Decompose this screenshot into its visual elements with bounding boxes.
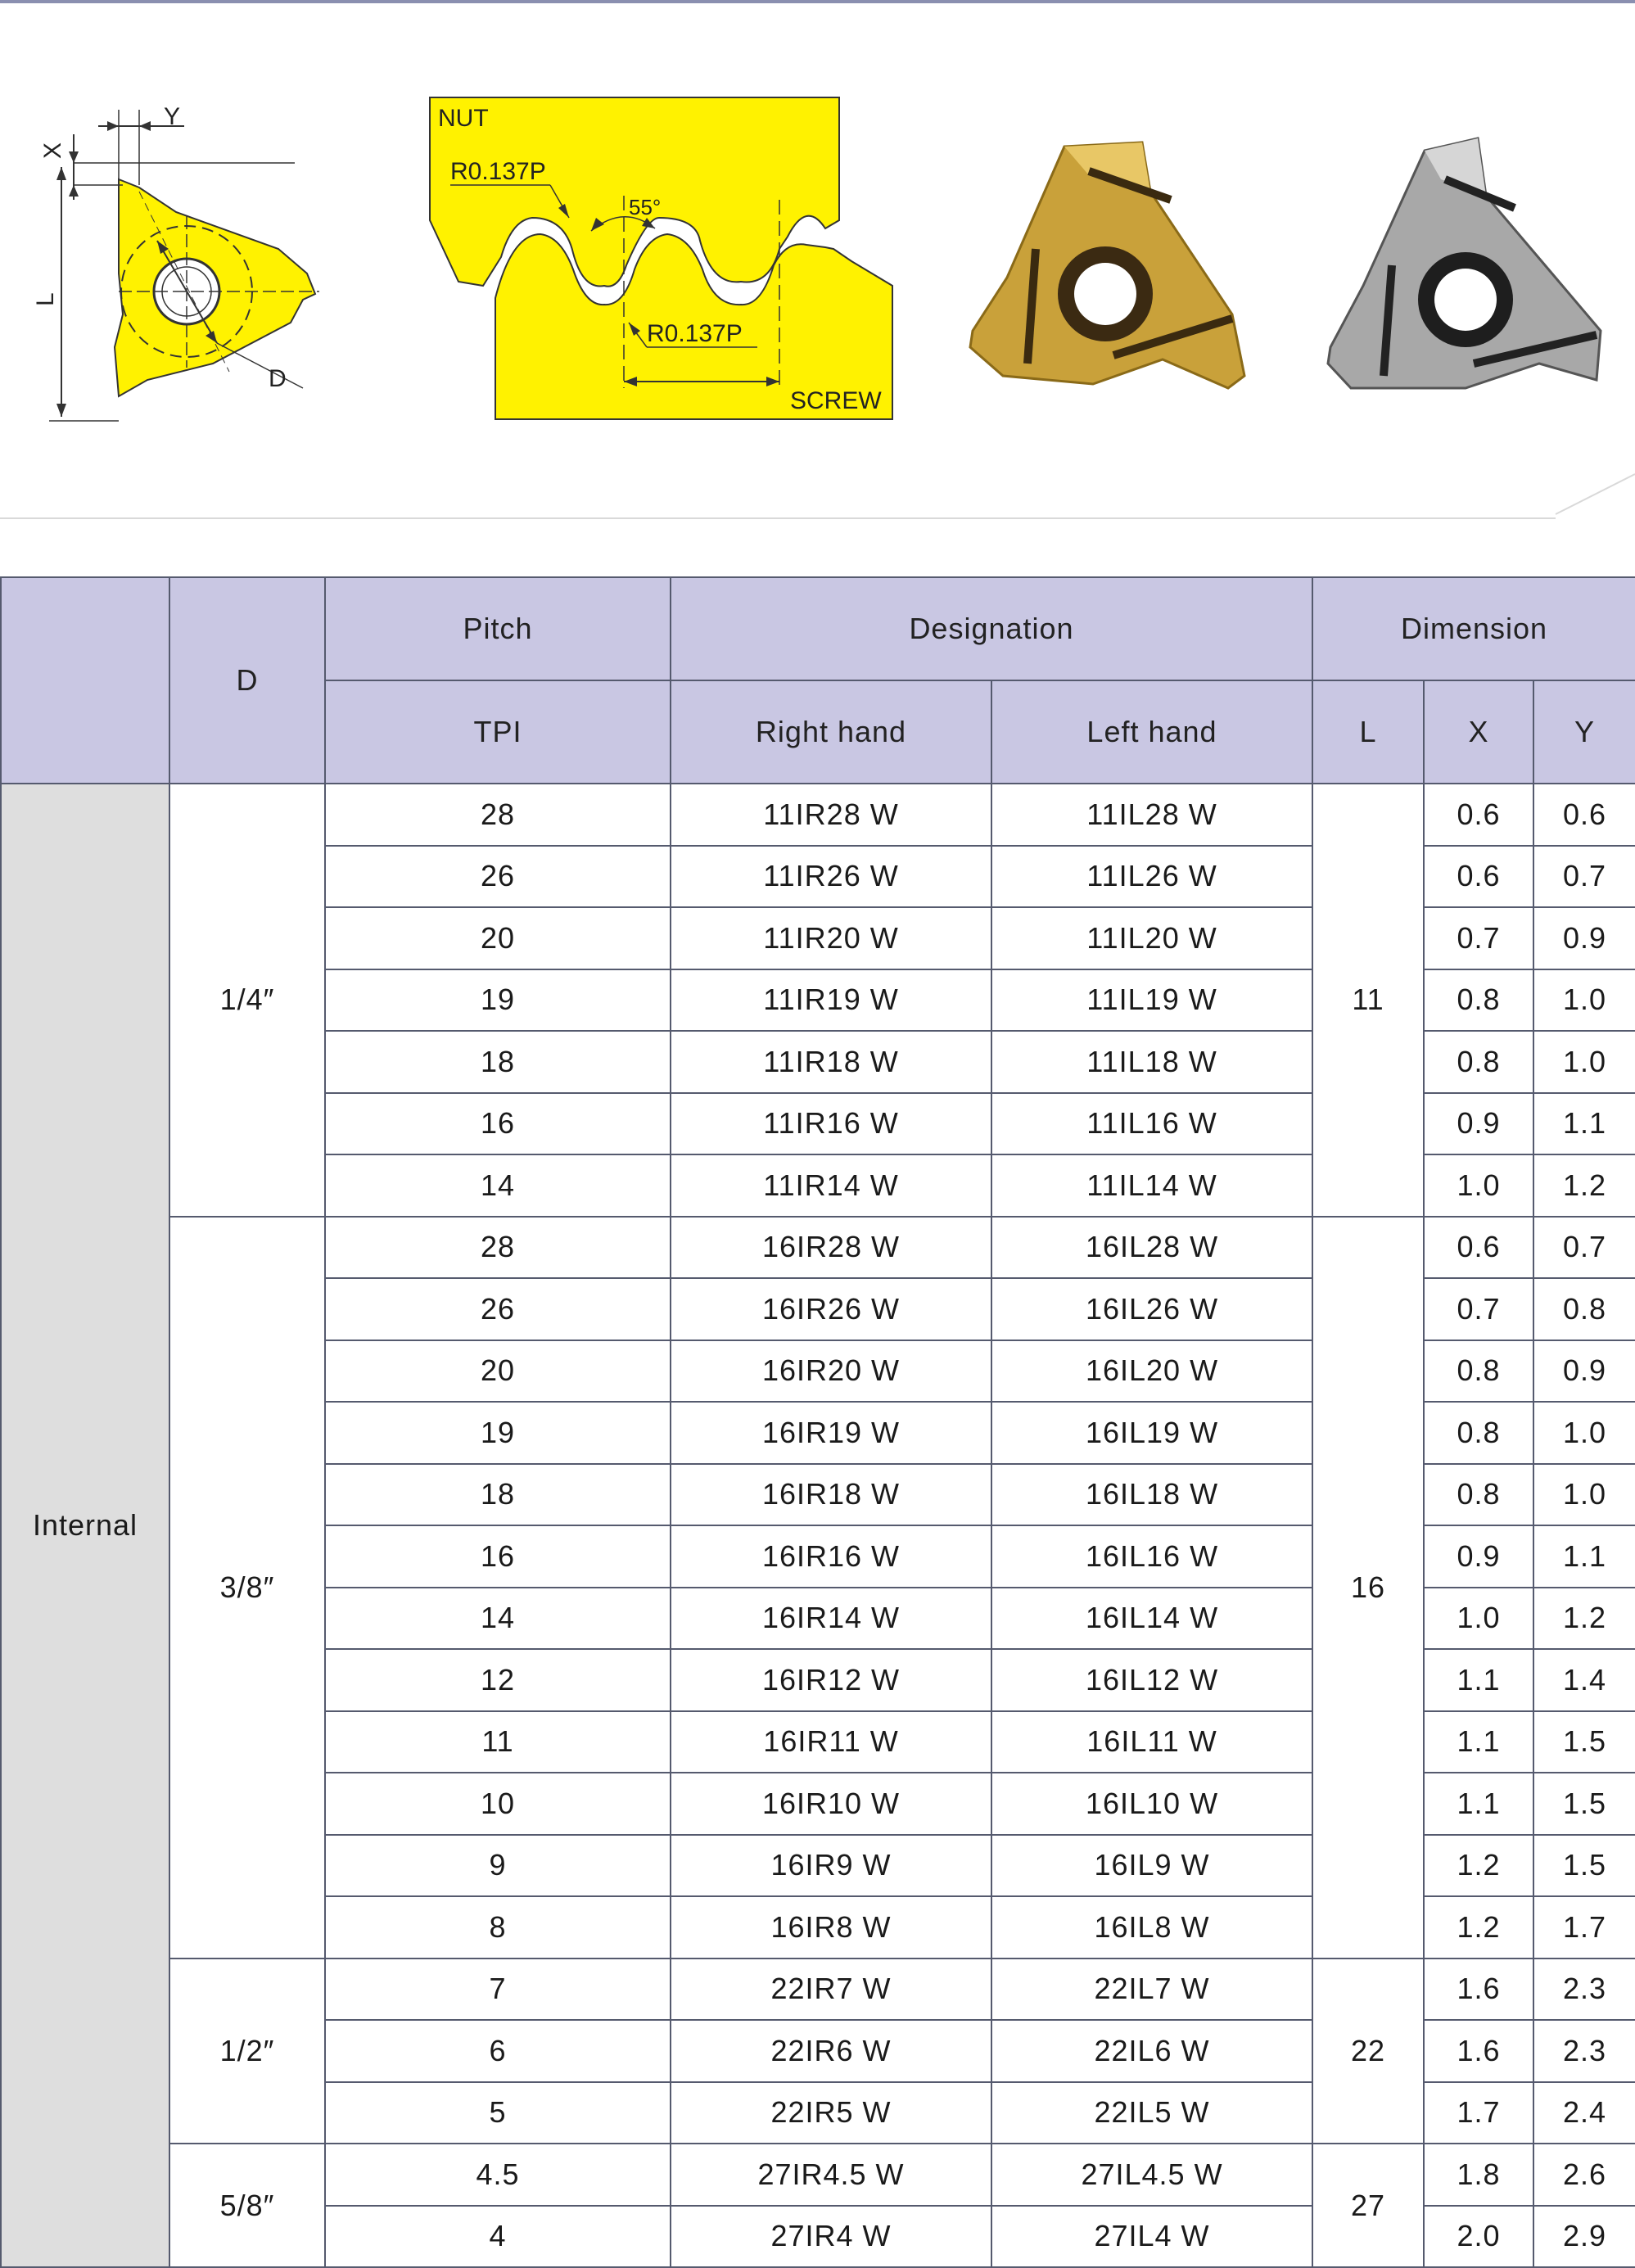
- label-d: D: [269, 365, 287, 392]
- x-cell: 0.7: [1424, 1278, 1533, 1340]
- insert-diagram: [32, 103, 319, 421]
- tpi-header: TPI: [325, 680, 671, 784]
- right-hand-cell: 16IR11 W: [671, 1711, 991, 1773]
- left-hand-cell: 27IL4 W: [991, 2206, 1312, 2268]
- left-hand-cell: 11IL18 W: [991, 1031, 1312, 1093]
- x-cell: 1.1: [1424, 1649, 1533, 1711]
- left-hand-cell: 11IL28 W: [991, 784, 1312, 846]
- tpi-cell: 14: [325, 1154, 671, 1217]
- tpi-cell: 19: [325, 969, 671, 1032]
- type-cell: Internal: [1, 784, 169, 2267]
- left-hand-cell: 11IL26 W: [991, 846, 1312, 908]
- label-y: Y: [164, 103, 181, 130]
- y-cell: 2.3: [1533, 2020, 1635, 2082]
- right-hand-cell: 16IR18 W: [671, 1464, 991, 1526]
- screw-label: SCREW: [790, 387, 882, 414]
- y-cell: 0.7: [1533, 1217, 1635, 1279]
- right-hand-cell: 11IR26 W: [671, 846, 991, 908]
- d-header: D: [169, 577, 325, 784]
- right-hand-cell: 16IR20 W: [671, 1340, 991, 1403]
- left-hand-cell: 22IL6 W: [991, 2020, 1312, 2082]
- right-hand-cell: 22IR7 W: [671, 1959, 991, 2021]
- diameter-cell: 1/2″: [169, 1959, 325, 2144]
- y-cell: 0.6: [1533, 784, 1635, 846]
- tpi-cell: 8: [325, 1896, 671, 1959]
- right-hand-cell: 16IR8 W: [671, 1896, 991, 1959]
- left-hand-cell: 11IL20 W: [991, 907, 1312, 969]
- right-hand-cell: 16IR12 W: [671, 1649, 991, 1711]
- right-hand-cell: 11IR18 W: [671, 1031, 991, 1093]
- left-hand-cell: 11IL16 W: [991, 1093, 1312, 1155]
- tpi-cell: 7: [325, 1959, 671, 2021]
- x-cell: 2.0: [1424, 2206, 1533, 2268]
- angle-label: 55°: [629, 195, 662, 219]
- left-hand-cell: 11IL19 W: [991, 969, 1312, 1032]
- right-hand-cell: 22IR6 W: [671, 2020, 991, 2082]
- tpi-cell: 12: [325, 1649, 671, 1711]
- spec-table: [0, 576, 1635, 2268]
- right-hand-cell: 11IR16 W: [671, 1093, 991, 1155]
- x-cell: 0.9: [1424, 1525, 1533, 1588]
- tpi-cell: 20: [325, 1340, 671, 1403]
- left-hand-cell: 16IL16 W: [991, 1525, 1312, 1588]
- y-cell: 1.4: [1533, 1649, 1635, 1711]
- tpi-cell: 20: [325, 907, 671, 969]
- diameter-cell: 5/8″: [169, 2144, 325, 2267]
- y-header: Y: [1533, 680, 1635, 784]
- left-hand-cell: 27IL4.5 W: [991, 2144, 1312, 2206]
- tpi-cell: 11: [325, 1711, 671, 1773]
- y-cell: 1.5: [1533, 1773, 1635, 1835]
- figures-svg: [0, 3, 1635, 527]
- tpi-cell: 16: [325, 1525, 671, 1588]
- left-hand-cell: 16IL8 W: [991, 1896, 1312, 1959]
- x-header: X: [1424, 680, 1533, 784]
- y-cell: 2.3: [1533, 1959, 1635, 2021]
- l-cell: 22: [1312, 1959, 1424, 2144]
- designation-header: Designation: [671, 577, 1312, 680]
- x-cell: 0.8: [1424, 969, 1533, 1032]
- y-cell: 1.2: [1533, 1588, 1635, 1650]
- y-cell: 1.0: [1533, 969, 1635, 1032]
- x-cell: 1.0: [1424, 1588, 1533, 1650]
- right-hand-cell: 27IR4.5 W: [671, 2144, 991, 2206]
- right-hand-cell: 11IR28 W: [671, 784, 991, 846]
- left-hand-cell: 16IL26 W: [991, 1278, 1312, 1340]
- band-divider: [0, 517, 1556, 519]
- left-hand-header: Left hand: [991, 680, 1312, 784]
- left-hand-cell: 16IL20 W: [991, 1340, 1312, 1403]
- tpi-cell: 28: [325, 784, 671, 846]
- x-cell: 0.6: [1424, 846, 1533, 908]
- x-cell: 0.8: [1424, 1340, 1533, 1403]
- y-cell: 0.8: [1533, 1278, 1635, 1340]
- x-cell: 0.7: [1424, 907, 1533, 969]
- x-cell: 1.0: [1424, 1154, 1533, 1217]
- right-hand-header: Right hand: [671, 680, 991, 784]
- left-hand-cell: 16IL14 W: [991, 1588, 1312, 1650]
- tpi-cell: 26: [325, 1278, 671, 1340]
- tpi-cell: 4: [325, 2206, 671, 2268]
- radius-top-label: R0.137P: [450, 158, 546, 185]
- l-cell: 11: [1312, 784, 1424, 1217]
- x-cell: 1.2: [1424, 1835, 1533, 1897]
- right-hand-cell: 11IR14 W: [671, 1154, 991, 1217]
- left-hand-cell: 16IL28 W: [991, 1217, 1312, 1279]
- left-hand-cell: 16IL18 W: [991, 1464, 1312, 1526]
- spec-table-body: [1, 784, 1635, 2267]
- y-cell: 1.1: [1533, 1525, 1635, 1588]
- left-hand-cell: 16IL12 W: [991, 1649, 1312, 1711]
- x-cell: 1.1: [1424, 1711, 1533, 1773]
- table-row: [1, 1959, 1635, 2021]
- nut-label: NUT: [438, 105, 489, 132]
- y-cell: 1.0: [1533, 1464, 1635, 1526]
- tpi-cell: 26: [325, 846, 671, 908]
- l-cell: 27: [1312, 2144, 1424, 2267]
- right-hand-cell: 16IR26 W: [671, 1278, 991, 1340]
- right-hand-cell: 22IR5 W: [671, 2082, 991, 2144]
- left-hand-cell: 22IL5 W: [991, 2082, 1312, 2144]
- tpi-cell: 19: [325, 1402, 671, 1464]
- right-hand-cell: 16IR9 W: [671, 1835, 991, 1897]
- x-cell: 0.9: [1424, 1093, 1533, 1155]
- silver-coated-insert-photo: [1328, 138, 1601, 388]
- l-header: L: [1312, 680, 1424, 784]
- x-cell: 1.7: [1424, 2082, 1533, 2144]
- x-cell: 0.8: [1424, 1031, 1533, 1093]
- left-hand-cell: 16IL11 W: [991, 1711, 1312, 1773]
- thread-profile-diagram: [430, 97, 892, 419]
- label-l: L: [32, 292, 59, 306]
- x-cell: 1.1: [1424, 1773, 1533, 1835]
- x-cell: 0.6: [1424, 1217, 1533, 1279]
- tpi-cell: 18: [325, 1031, 671, 1093]
- x-cell: 1.2: [1424, 1896, 1533, 1959]
- type-header: [1, 577, 169, 784]
- tpi-cell: 14: [325, 1588, 671, 1650]
- right-hand-cell: 16IR10 W: [671, 1773, 991, 1835]
- x-cell: 1.8: [1424, 2144, 1533, 2206]
- y-cell: 1.2: [1533, 1154, 1635, 1217]
- right-hand-cell: 27IR4 W: [671, 2206, 991, 2268]
- dimension-header: Dimension: [1312, 577, 1635, 680]
- x-cell: 0.6: [1424, 784, 1533, 846]
- diameter-cell: 1/4″: [169, 784, 325, 1217]
- left-hand-cell: 16IL10 W: [991, 1773, 1312, 1835]
- y-cell: 1.7: [1533, 1896, 1635, 1959]
- diameter-cell: 3/8″: [169, 1217, 325, 1959]
- tpi-cell: 6: [325, 2020, 671, 2082]
- left-hand-cell: 11IL14 W: [991, 1154, 1312, 1217]
- y-cell: 0.9: [1533, 1340, 1635, 1403]
- tpi-cell: 9: [325, 1835, 671, 1897]
- x-cell: 1.6: [1424, 2020, 1533, 2082]
- y-cell: 1.0: [1533, 1402, 1635, 1464]
- y-cell: 2.6: [1533, 2144, 1635, 2206]
- table-row: [1, 784, 1635, 846]
- tpi-cell: 16: [325, 1093, 671, 1155]
- y-cell: 1.0: [1533, 1031, 1635, 1093]
- figure-band: [0, 3, 1635, 527]
- x-cell: 0.8: [1424, 1464, 1533, 1526]
- label-x: X: [39, 142, 66, 159]
- y-cell: 0.9: [1533, 907, 1635, 969]
- tpi-cell: 5: [325, 2082, 671, 2144]
- tpi-cell: 28: [325, 1217, 671, 1279]
- right-hand-cell: 16IR16 W: [671, 1525, 991, 1588]
- radius-bottom-label: R0.137P: [647, 320, 743, 347]
- y-cell: 1.5: [1533, 1835, 1635, 1897]
- y-cell: 2.4: [1533, 2082, 1635, 2144]
- right-hand-cell: 11IR19 W: [671, 969, 991, 1032]
- right-hand-cell: 16IR19 W: [671, 1402, 991, 1464]
- tpi-cell: 18: [325, 1464, 671, 1526]
- y-cell: 1.5: [1533, 1711, 1635, 1773]
- y-cell: 1.1: [1533, 1093, 1635, 1155]
- left-hand-cell: 16IL19 W: [991, 1402, 1312, 1464]
- tpi-cell: 10: [325, 1773, 671, 1835]
- right-hand-cell: 11IR20 W: [671, 907, 991, 969]
- l-cell: 16: [1312, 1217, 1424, 1959]
- x-cell: 0.8: [1424, 1402, 1533, 1464]
- y-cell: 0.7: [1533, 846, 1635, 908]
- table-row: [1, 2144, 1635, 2206]
- table-row: [1, 1217, 1635, 1279]
- left-hand-cell: 22IL7 W: [991, 1959, 1312, 2021]
- right-hand-cell: 16IR14 W: [671, 1588, 991, 1650]
- pitch-header: Pitch: [325, 577, 671, 680]
- y-cell: 2.9: [1533, 2206, 1635, 2268]
- left-hand-cell: 16IL9 W: [991, 1835, 1312, 1897]
- x-cell: 1.6: [1424, 1959, 1533, 2021]
- tpi-cell: 4.5: [325, 2144, 671, 2206]
- gold-coated-insert-photo: [970, 142, 1244, 388]
- right-hand-cell: 16IR28 W: [671, 1217, 991, 1279]
